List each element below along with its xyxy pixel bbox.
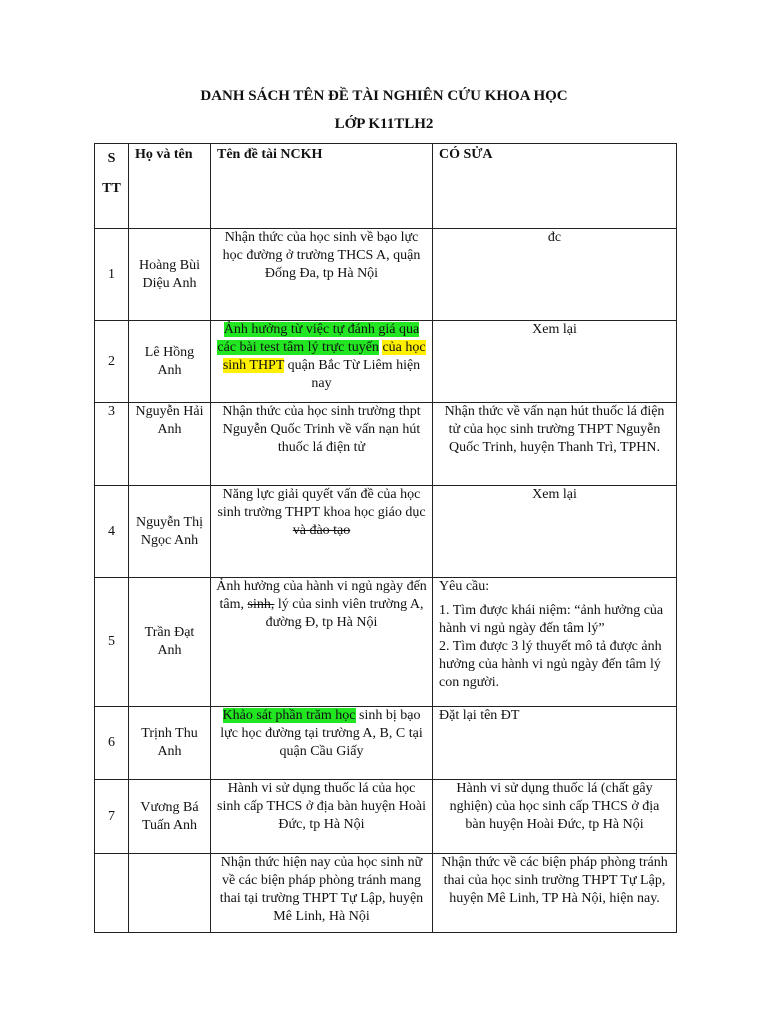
table-header-row — [95, 144, 677, 229]
student-name: Trần Đạt Anh — [129, 578, 211, 707]
student-name: Hoàng Bùi Diệu Anh — [129, 229, 211, 321]
fix-cell: Xem lại — [433, 486, 677, 578]
requirement-heading: Yêu cầu: — [439, 579, 490, 594]
fix-cell: Hành vi sử dụng thuốc lá (chất gây nghiện) của học sinh cấp THCS ở địa bàn huyện Hoài Đức, tp Hà Nội — [433, 780, 677, 854]
struck-text: sinh, — [247, 597, 275, 612]
row-number: 3 — [95, 403, 129, 486]
document-title: DANH SÁCH TÊN ĐỀ TÀI NGHIÊN CỨU KHOA HỌC — [200, 88, 568, 104]
highlighted-text: Khảo sát phần trăm học — [222, 708, 356, 723]
header-fix: CÓ SỬA — [433, 144, 677, 229]
topics-table — [94, 143, 677, 933]
topic-cell: Nhận thức của học sinh về bạo lực học đường ở trường THCS A, quận Đống Đa, tp Hà Nội — [211, 229, 433, 321]
student-name: Nguyễn Hải Anh — [129, 403, 211, 486]
table-row — [95, 578, 677, 707]
table-row — [95, 486, 677, 578]
student-name: Nguyễn Thị Ngọc Anh — [129, 486, 211, 578]
student-name — [129, 854, 211, 933]
header-topic: Tên đề tài NCKH — [211, 144, 433, 229]
topic-cell: Năng lực giải quyết vấn đề của học sinh trường THPT khoa học giáo dục và đào tạo — [211, 486, 433, 578]
table-row — [95, 229, 677, 321]
requirement-item: 2. Tìm được 3 lý thuyết mô tả được ảnh hưởng của hành vi ngủ ngày đến tâm lý con người. — [439, 639, 662, 690]
fix-cell: Xem lại — [433, 321, 677, 403]
fix-cell: Nhận thức về các biện pháp phòng tránh thai của học sinh trường THPT Tự Lập, huyện Mê Linh, TP Hà Nội, hiện nay. — [433, 854, 677, 933]
topic-cell: Khảo sát phần trăm học sinh bị bạo lực học đường tại trường A, B, C tại quận Cầu Giấy — [211, 707, 433, 780]
header-name: Họ và tên — [129, 144, 211, 229]
table-row — [95, 321, 677, 403]
student-name: Vương Bá Tuấn Anh — [129, 780, 211, 854]
topic-cell: Nhận thức của học sinh trường thpt Nguyễn Quốc Trinh về vấn nạn hút thuốc lá điện tử — [211, 403, 433, 486]
document-subtitle: LỚP K11TLH2 — [334, 116, 434, 132]
row-number: 5 — [95, 578, 129, 707]
table-row — [95, 707, 677, 780]
row-number: 7 — [95, 780, 129, 854]
highlighted-text: Ảnh hưởng từ việc tự đánh giá qua các bài test tâm lý trực tuyến — [217, 322, 420, 355]
row-number — [95, 854, 129, 933]
topic-cell: Nhận thức hiện nay của học sinh nữ về các biện pháp phòng tránh mang thai tại trường THPT Tự Lập, huyện Mê Linh, Hà Nội — [211, 854, 433, 933]
topic-cell: Ảnh hưởng của hành vi ngủ ngày đến tâm, sinh, lý của sinh viên trường A, đường Đ, tp Hà Nội — [211, 578, 433, 707]
table-row — [95, 854, 677, 933]
topic-cell: Ảnh hưởng từ việc tự đánh giá qua các bài test tâm lý trực tuyến của học sinh THPT quận Bắc Từ Liêm hiện nay — [211, 321, 433, 403]
row-number: 1 — [95, 229, 129, 321]
row-number: 4 — [95, 486, 129, 578]
table-row — [95, 780, 677, 854]
highlighted-text: của học sinh THPT — [222, 340, 426, 373]
struck-text: và đào tạo — [292, 523, 351, 538]
row-number: 2 — [95, 321, 129, 403]
table-row — [95, 403, 677, 486]
row-number: 6 — [95, 707, 129, 780]
header-stt: S TT — [95, 144, 129, 229]
fix-cell: Nhận thức về vấn nạn hút thuốc lá điện tử của học sinh trường THPT Nguyễn Quốc Trinh, huyện Thanh Trì, TPHN. — [433, 403, 677, 486]
requirement-item: 1. Tìm được khái niệm: “ảnh hưởng của hành vi ngủ ngày đến tâm lý” — [439, 603, 664, 636]
fix-cell: đc — [433, 229, 677, 321]
student-name: Lê Hồng Anh — [129, 321, 211, 403]
student-name: Trịnh Thu Anh — [129, 707, 211, 780]
topic-cell: Hành vi sử dụng thuốc lá của học sinh cấp THCS ở địa bàn huyện Hoài Đức, tp Hà Nội — [211, 780, 433, 854]
fix-cell: Đặt lại tên ĐT — [433, 707, 677, 780]
fix-cell — [433, 578, 677, 707]
